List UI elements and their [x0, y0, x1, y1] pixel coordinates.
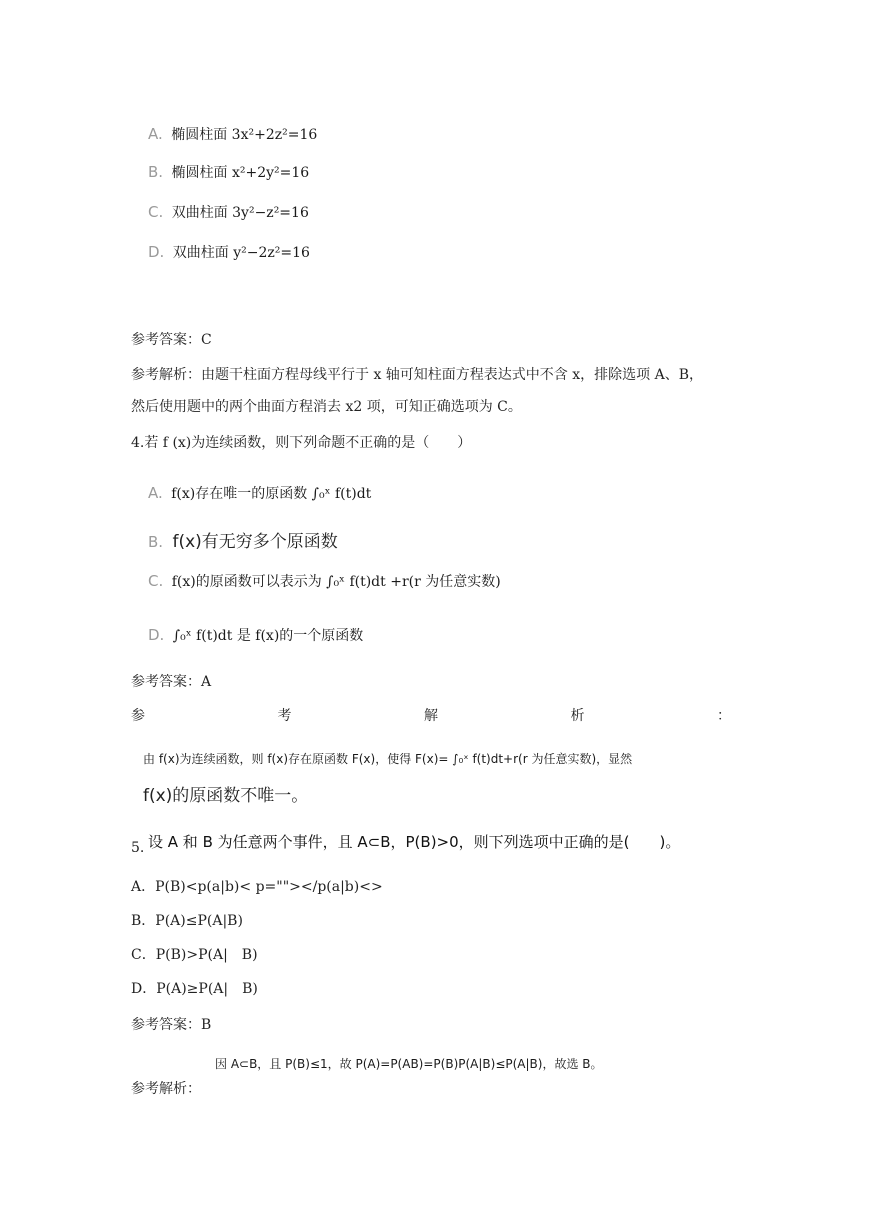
q4-option-b [148, 527, 338, 552]
q5-option-b: B．P(A)≤P(A|B) [131, 913, 243, 929]
q4-option-d-text: ∫₀ˣ f(t)dt 是 f(x)的一个原函数 [172, 628, 364, 644]
q3-explanation-line1: 参考解析：由题干柱面方程母线平行于 x 轴可知柱面方程表达式中不含 x，排除选项 A、B， [131, 367, 703, 383]
q5-option-c: C．P(B)>P(A| B) [131, 947, 258, 963]
q5-explanation-label: 参考解析： [131, 1081, 201, 1097]
q4-explanation-line1: 由 f(x)为连续函数，则 f(x)存在原函数 F(x)，使得 F(x)= ∫₀ˣ f(t)dt+r(r 为任意实数)，显然 [143, 752, 633, 766]
q4-option-b-letter: B. [148, 533, 164, 551]
q5-answer: 参考答案：B [131, 1017, 212, 1033]
q4-option-c-text: f(x)的原函数可以表示为 ∫₀ˣ f(t)dt +r(r 为任意实数) [171, 574, 501, 590]
q5-stem: 设 A 和 B 为任意两个事件，且 A⊂B，P(B)>0，则下列选项中正确的是( )。 [148, 833, 681, 851]
q4-expl-char-3: 析 [570, 708, 585, 724]
q4-option-d [148, 625, 363, 645]
q5-formula: 因 A⊂B，且 P(B)≤1，故 P(A)=P(AB)=P(B)P(A|B)≤P(A|B)，故选 B。 [215, 1057, 603, 1071]
q3-option-d-text: 双曲柱面 y²−2z²=16 [172, 245, 310, 261]
q4-expl-char-0: 参 [131, 708, 145, 724]
q3-option-a-text: 椭圆柱面 3x²+2z²=16 [171, 127, 318, 143]
q3-option-c [148, 202, 309, 222]
q4-option-c [148, 571, 501, 591]
q3-option-c-text: 双曲柱面 3y²−z²=16 [171, 205, 309, 221]
q4-option-d-letter: D. [148, 626, 165, 644]
q3-option-d-letter: D. [148, 243, 165, 261]
q3-option-b-text: 椭圆柱面 x²+2y²=16 [171, 165, 310, 181]
q4-explanation-line2: f(x)的原函数不唯一。 [143, 786, 309, 806]
q4-explanation-label [131, 705, 731, 725]
q4-expl-char-4: ： [717, 708, 731, 724]
q3-option-b-letter: B. [148, 163, 164, 181]
q4-stem: 4.若 f (x)为连续函数，则下列命题不正确的是（ ） [131, 435, 472, 451]
q4-answer: 参考答案：A [131, 674, 212, 690]
q5-number: 5. [131, 840, 145, 856]
q3-option-b [148, 162, 309, 182]
q4-option-c-letter: C. [148, 572, 164, 590]
q3-option-d [148, 242, 310, 262]
q3-answer: 参考答案：C [131, 332, 212, 348]
q3-option-c-letter: C. [148, 203, 164, 221]
q4-option-b-text: f(x)有无穷多个原函数 [172, 532, 338, 552]
q5-option-a: A．P(B)<p(a|b)< p=""></p(a|b)<> [131, 879, 383, 895]
q3-option-a [148, 124, 317, 144]
q5-option-d: D．P(A)≥P(A| B) [131, 981, 258, 997]
q4-option-a-letter: A. [148, 484, 163, 502]
q3-option-a-letter: A. [148, 125, 163, 143]
q4-expl-char-2: 解 [424, 708, 438, 724]
q4-expl-char-1: 考 [277, 708, 292, 724]
q3-explanation-line2: 然后使用题中的两个曲面方程消去 x2 项，可知正确选项为 C。 [131, 399, 522, 415]
q4-option-a [148, 483, 371, 503]
q4-option-a-text: f(x)存在唯一的原函数 ∫₀ˣ f(t)dt [171, 486, 372, 502]
